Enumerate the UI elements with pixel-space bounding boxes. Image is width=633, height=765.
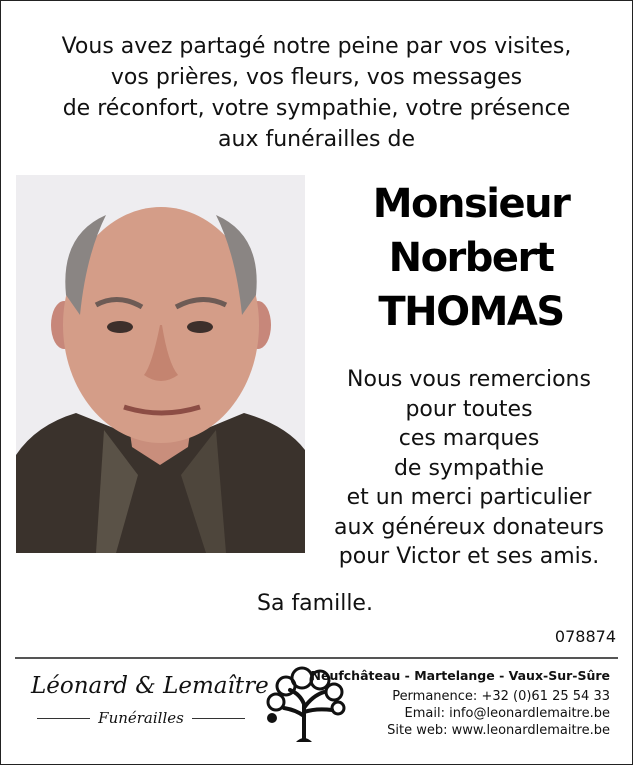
- intro-line: de réconfort, votre sympathie, votre présence: [62, 96, 571, 121]
- divider: [192, 718, 245, 719]
- thanks-line: Nous vous remercions: [347, 367, 591, 392]
- thanks-text: [314, 365, 624, 572]
- deceased-title: Monsieur: [372, 181, 570, 227]
- thanks-line: de sympathie: [393, 455, 545, 481]
- intro-line: Vous avez partagé notre peine par vos visites,: [61, 34, 572, 59]
- thanks-line: ces marques: [398, 426, 540, 451]
- thanks-line: pour toutes: [405, 396, 533, 422]
- funeral-home-name: Léonard & Lemaître: [31, 673, 269, 699]
- reference-number: 078874: [554, 627, 616, 646]
- divider: [15, 657, 618, 659]
- portrait-photo: [16, 175, 305, 553]
- website-text: Site web: www.leonardlemaitre.be: [387, 723, 610, 738]
- funeral-home-towns: Neufchâteau - Martelange - Vaux-Sur-Sûre: [310, 668, 610, 683]
- funeral-home-subtitle-row: [37, 709, 245, 727]
- thanks-line: aux généreux donateurs: [334, 514, 604, 540]
- funeral-home-subtitle: Funérailles: [98, 709, 184, 727]
- intro-line: aux funérailles de: [218, 127, 415, 152]
- funeral-home-contact: [311, 667, 611, 739]
- divider: [37, 718, 90, 719]
- email-text: Email: info@leonardlemaitre.be: [404, 706, 610, 721]
- portrait-image: [16, 175, 305, 553]
- phone-text: Permanence: +32 (0)61 25 54 33: [392, 689, 610, 704]
- signoff: Sa famille.: [257, 591, 373, 616]
- deceased-first-name: Norbert: [388, 235, 554, 281]
- deceased-last-name: THOMAS: [378, 289, 564, 335]
- intro-text: [21, 31, 612, 155]
- thanks-line: pour Victor et ses amis.: [338, 544, 600, 569]
- intro-line: vos prières, vos fleurs, vos messages: [110, 65, 523, 90]
- thanks-line: et un merci particulier: [346, 485, 592, 510]
- deceased-name: [326, 177, 616, 339]
